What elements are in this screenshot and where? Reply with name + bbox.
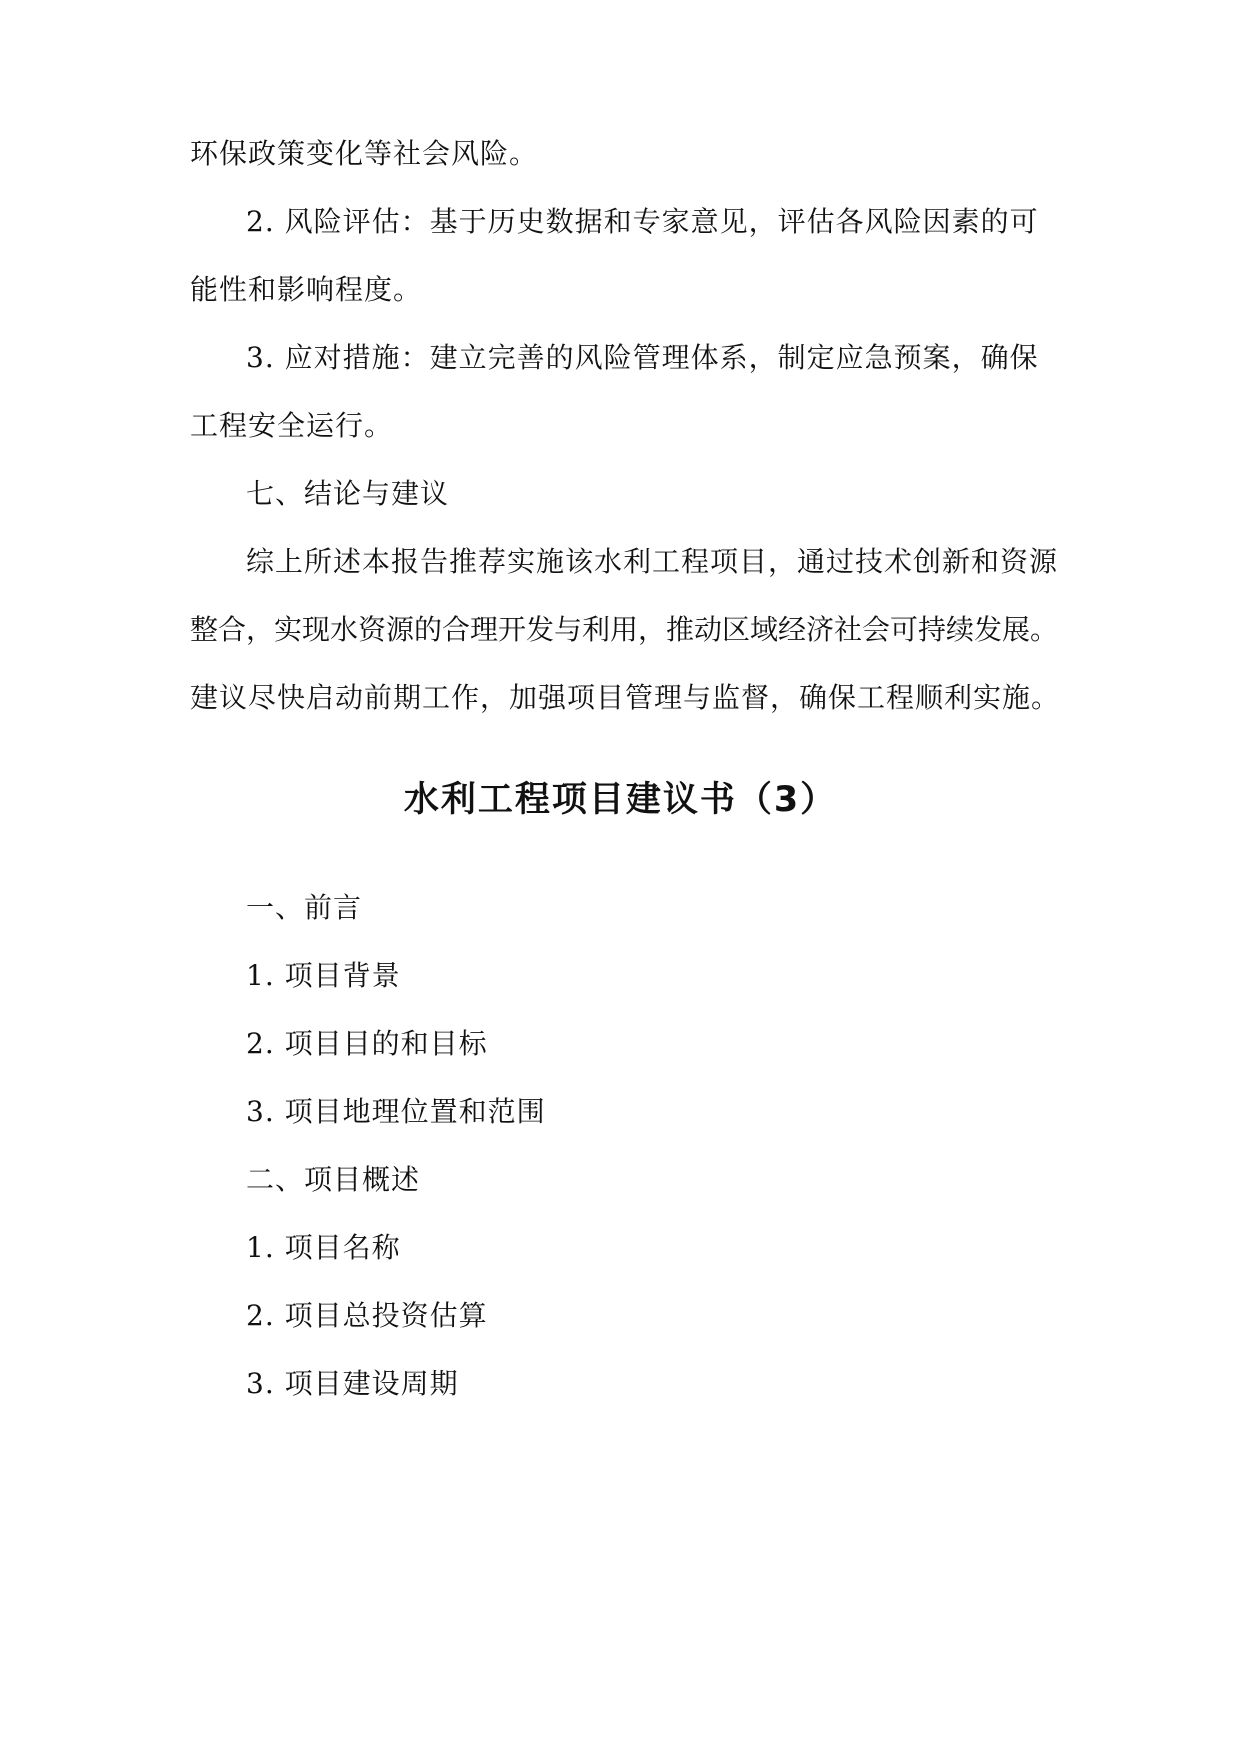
continuation-line: 环保政策变化等社会风险。 (190, 137, 539, 170)
risk-assessment-line-2: 能性和影响程度。 (190, 273, 423, 306)
conclusion-line-1: 综上所述本报告推荐实施该水利工程项目，通过技术创新和资源 (246, 545, 1059, 578)
outline-item-project-location: 3. 项目地理位置和范围 (246, 1095, 546, 1128)
section-heading-conclusion: 七、结论与建议 (246, 477, 450, 510)
document-title: 水利工程项目建议书（3） (403, 780, 838, 820)
outline-item-project-background: 1. 项目背景 (246, 959, 401, 992)
outline-item-investment-estimate: 2. 项目总投资估算 (246, 1299, 488, 1332)
risk-assessment-line-1: 2. 风险评估：基于历史数据和专家意见，评估各风险因素的可 (246, 205, 1039, 238)
section-heading-preface: 一、前言 (246, 891, 363, 924)
outline-item-construction-period: 3. 项目建设周期 (246, 1367, 459, 1400)
conclusion-line-3: 建议尽快启动前期工作，加强项目管理与监督，确保工程顺利实施。 (190, 681, 1061, 714)
outline-item-project-goals: 2. 项目目的和目标 (246, 1027, 488, 1060)
countermeasures-line-2: 工程安全运行。 (190, 409, 394, 442)
conclusion-line-2: 整合，实现水资源的合理开发与利用，推动区域经济社会可持续发展。 (190, 613, 1059, 646)
outline-item-project-name: 1. 项目名称 (246, 1231, 401, 1264)
countermeasures-line-1: 3. 应对措施：建立完善的风险管理体系，制定应急预案，确保 (246, 341, 1039, 374)
section-heading-overview: 二、项目概述 (246, 1163, 421, 1196)
